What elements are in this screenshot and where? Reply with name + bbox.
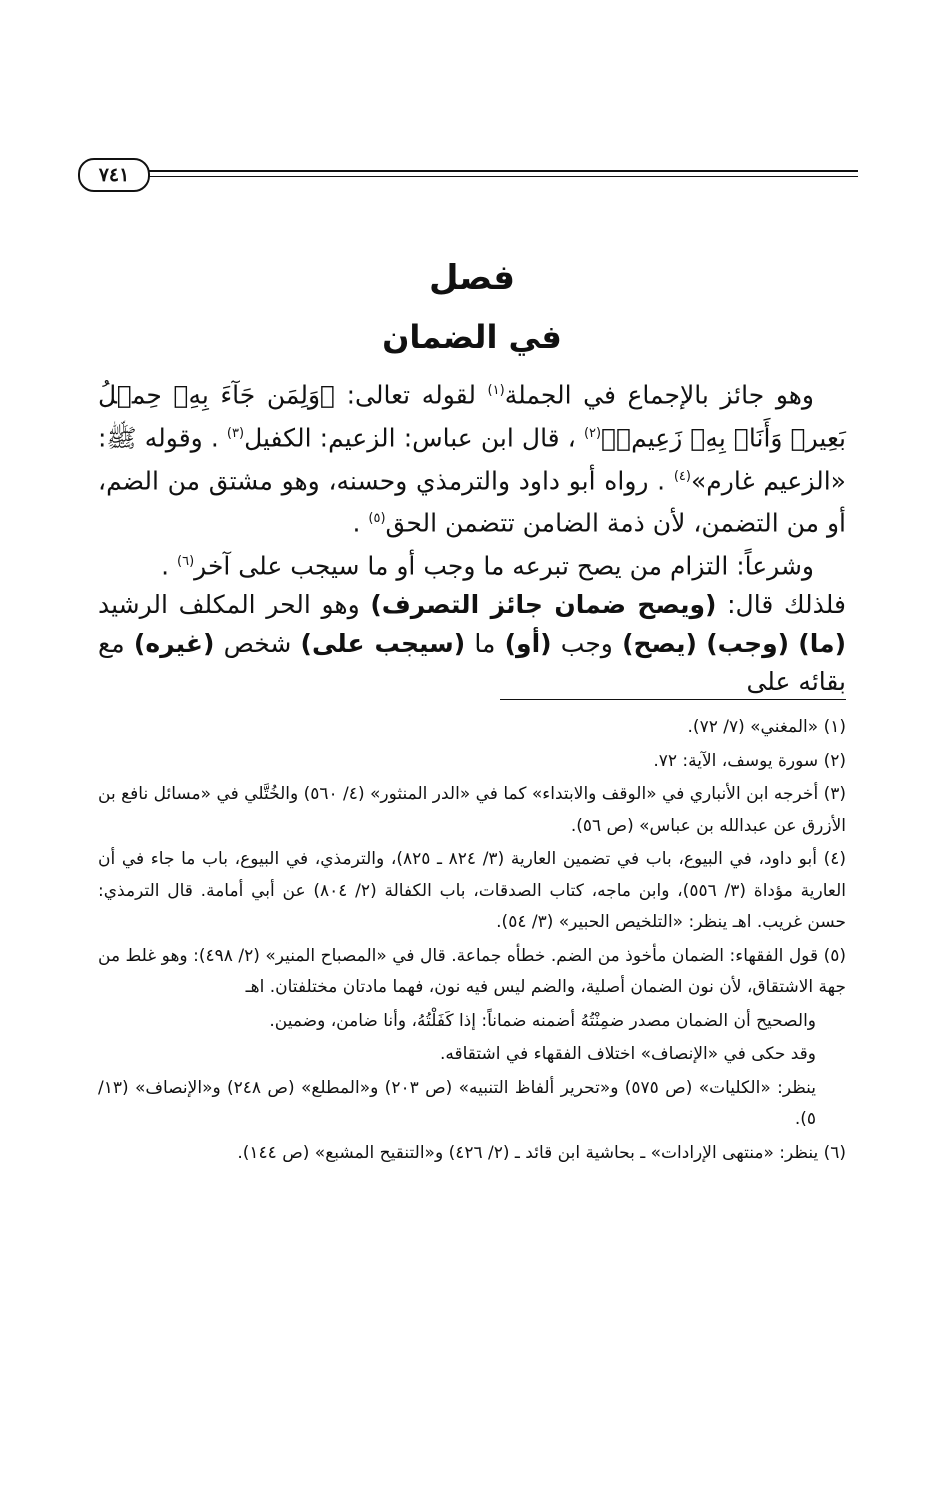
footnote-ref: (٦) <box>177 554 195 570</box>
body-paragraph <box>98 543 846 586</box>
body-text: . رواه أبو داود والترمذي وحسنه، وهو مشتق من الضم، أو من التضمن، لأن ذمة الضامن تتضمن الحق <box>98 465 846 538</box>
body-text: وهو الحر المكلف الرشيد <box>98 590 371 620</box>
footnote: وقد حكى في «الإنصاف» اختلاف الفقهاء في اشتقاقه. <box>439 1044 816 1064</box>
footnote: ينظر: «الكليات» (ص ٥٧٥) و«تحرير ألفاظ التنبيه» (ص ٢٠٣) و«المطلع» (ص ٢٤٨) و«الإنصاف» (١٣/ ٥). <box>98 1077 816 1129</box>
matn-text: (ما) <box>798 628 847 658</box>
footnote: (٢) سورة يوسف، الآية: ٧٢. <box>653 750 846 771</box>
header-rule <box>148 170 858 172</box>
body-text: ما <box>465 628 505 658</box>
body-text: . <box>352 508 369 538</box>
page-header <box>78 152 858 192</box>
footnote-ref: (٢) <box>583 425 602 441</box>
section-heading: فصل <box>428 258 516 298</box>
body-text <box>697 629 706 658</box>
footnote: (٣) أخرجه ابن الأنباري في «الوقف والابتداء» كما في «الدر المنثور» (٤/ ٥٦٠) والخُتَّلي في «مسائل نافع بن الأزرق عن عبدالله بن عباس» (ص ٥٦). <box>98 784 846 836</box>
body-paragraph <box>98 586 846 702</box>
footnote: (٤) أبو داود، في البيوع، باب في تضمين العارية (٣/ ٨٢٤ ـ ٨٢٥)، والترمذي، في البيوع، باب ما جاء في أن العارية مؤداة (٣/ ٥٥٦)، وابن ماجه، كتاب الصدقات، باب الكفالة (٢/ ٨٠٤) عن أبي أمامة. قال الترمذي: حسن غريب. اهـ ينظر: «التلخيص الحبير» (٣/ ٥٤). <box>98 849 846 932</box>
topic-heading: في الضمان <box>382 318 562 356</box>
footnote: (١) «المغني» (٧/ ٧٢). <box>687 717 846 737</box>
footnote: (٥) قول الفقهاء: الضمان مأخوذ من الضم. خطأه جماعة. قال في «المصباح المنير» (٢/ ٤٩٨): وهو غلط من جهة الاشتقاق، لأن نون الضمان أصلية، والضم ليس فيه نون، فهما مادتان مختلفتان. اهـ <box>98 945 846 997</box>
main-text <box>98 372 846 702</box>
body-text: لقوله تعالى: ﴿وَلِمَن جَآءَ بِهِۦ حِمۡلُ بَعِيرٖ وَأَنَا۠ بِهِۦ زَعِيمٞ﴾ <box>98 380 846 453</box>
footnote-ref: (٤) <box>673 468 691 484</box>
body-text: ، قال ابن عباس: الزعيم: الكفيل <box>244 423 584 453</box>
matn-text: (سيجب على) <box>300 628 466 658</box>
body-paragraph <box>98 372 846 543</box>
footnote-divider <box>500 699 846 700</box>
header-rule-thin <box>148 176 858 177</box>
body-text: . وقوله ﷺ: «الزعيم غارم» <box>98 423 846 495</box>
matn-text: (وجب) <box>706 628 790 658</box>
body-text <box>789 629 798 658</box>
body-text: مع بقائه على <box>98 628 846 697</box>
body-text: وشرعاً: التزام من يصح تبرعه ما وجب أو ما سيجب على آخر <box>194 551 814 581</box>
body-text: فلذلك قال: <box>716 590 846 620</box>
matn-text: (غيره) <box>133 628 215 658</box>
matn-text: (أو) <box>504 628 552 658</box>
footnote: والصحيح أن الضمان مصدر ضمِنْتُهُ أضمنه ضماناً: إذا كَفَلْتُهُ، وأنا ضامن، وضمين. <box>269 1010 816 1031</box>
footnote-ref: (٣) <box>226 425 245 441</box>
footnote: (٦) ينظر: «منتهى الإرادات» ـ بحاشية ابن قائد ـ (٢/ ٤٢٦) و«التنقيح المشبع» (ص ١٤٤). <box>237 1142 846 1163</box>
footnote-ref: (١) <box>487 383 505 398</box>
matn-text: (ويصح ضمان جائز التصرف) <box>370 590 717 620</box>
body-text: شخص <box>214 628 301 658</box>
body-text: . <box>161 551 178 581</box>
body-text: وهو جائز بالإجماع في الجملة <box>504 380 814 410</box>
footnotes <box>98 712 846 1171</box>
footnote-ref: (٥) <box>368 511 386 527</box>
matn-text: (يصح) <box>622 628 697 658</box>
body-text: وجب <box>551 628 623 658</box>
page-number: ٧٤١ <box>78 158 150 192</box>
